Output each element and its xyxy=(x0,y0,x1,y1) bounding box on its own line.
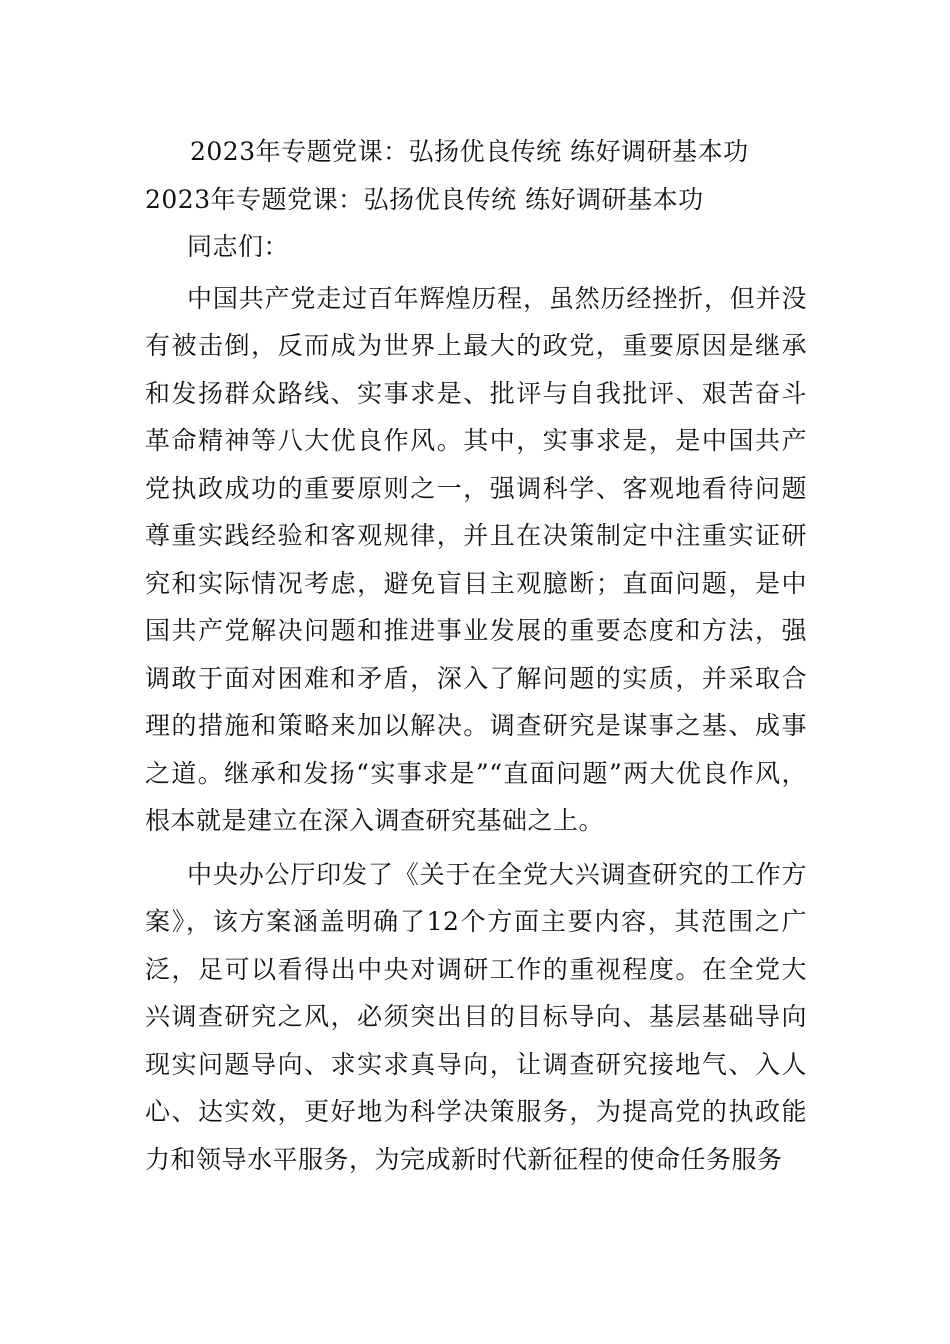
document-body xyxy=(145,128,807,1189)
document-title: 2023年专题党课：弘扬优良传统 练好调研基本功 xyxy=(190,137,749,166)
paragraph-2: 中央办公厅印发了《关于在全党大兴调查研究的工作方案》，该方案涵盖明确了12个方面主要内容，其范围之广泛，足可以看得出中央对调研工作的重视程度。在全党大兴调查研究之风，必须突出目的目标导向、基层基础导向现实问题导向、求实求真导向，让调查研究接地气、入人心、达实效，更好地为科学决策服务，为提高党的执政能力和领导水平服务，为完成新时代新征程的使命任务服务 xyxy=(145,859,807,1174)
salutation: 同志们： xyxy=(187,232,290,261)
document-title-repeat: 2023年专题党课：弘扬优良传统 练好调研基本功 xyxy=(145,184,704,214)
paragraph-1: 中国共产党走过百年辉煌历程，虽然历经挫折，但并没有被击倒，反而成为世界上最大的政党，重要原因是继承和发扬群众路线、实事求是、批评与自我批评、艰苦奋斗革命精神等八大优良作风。其中，实事求是，是中国共产党执政成功的重要原则之一，强调科学、客观地看待问题尊重实践经验和客观规律，并且在决策制定中注重实证研究和实际情况考虑，避免盲目主观臆断；直面问题，是中国共产党解决问题和推进事业发展的重要态度和方法，强调敢于面对困难和矛盾，深入了解问题的实质，并采取合理的措施和策略来加以解决。调查研究是谋事之基、成事之道。继承和发扬“实事求是”“直面问题”两大优良作风，根本就是建立在深入调查研究基础之上。 xyxy=(145,283,807,835)
